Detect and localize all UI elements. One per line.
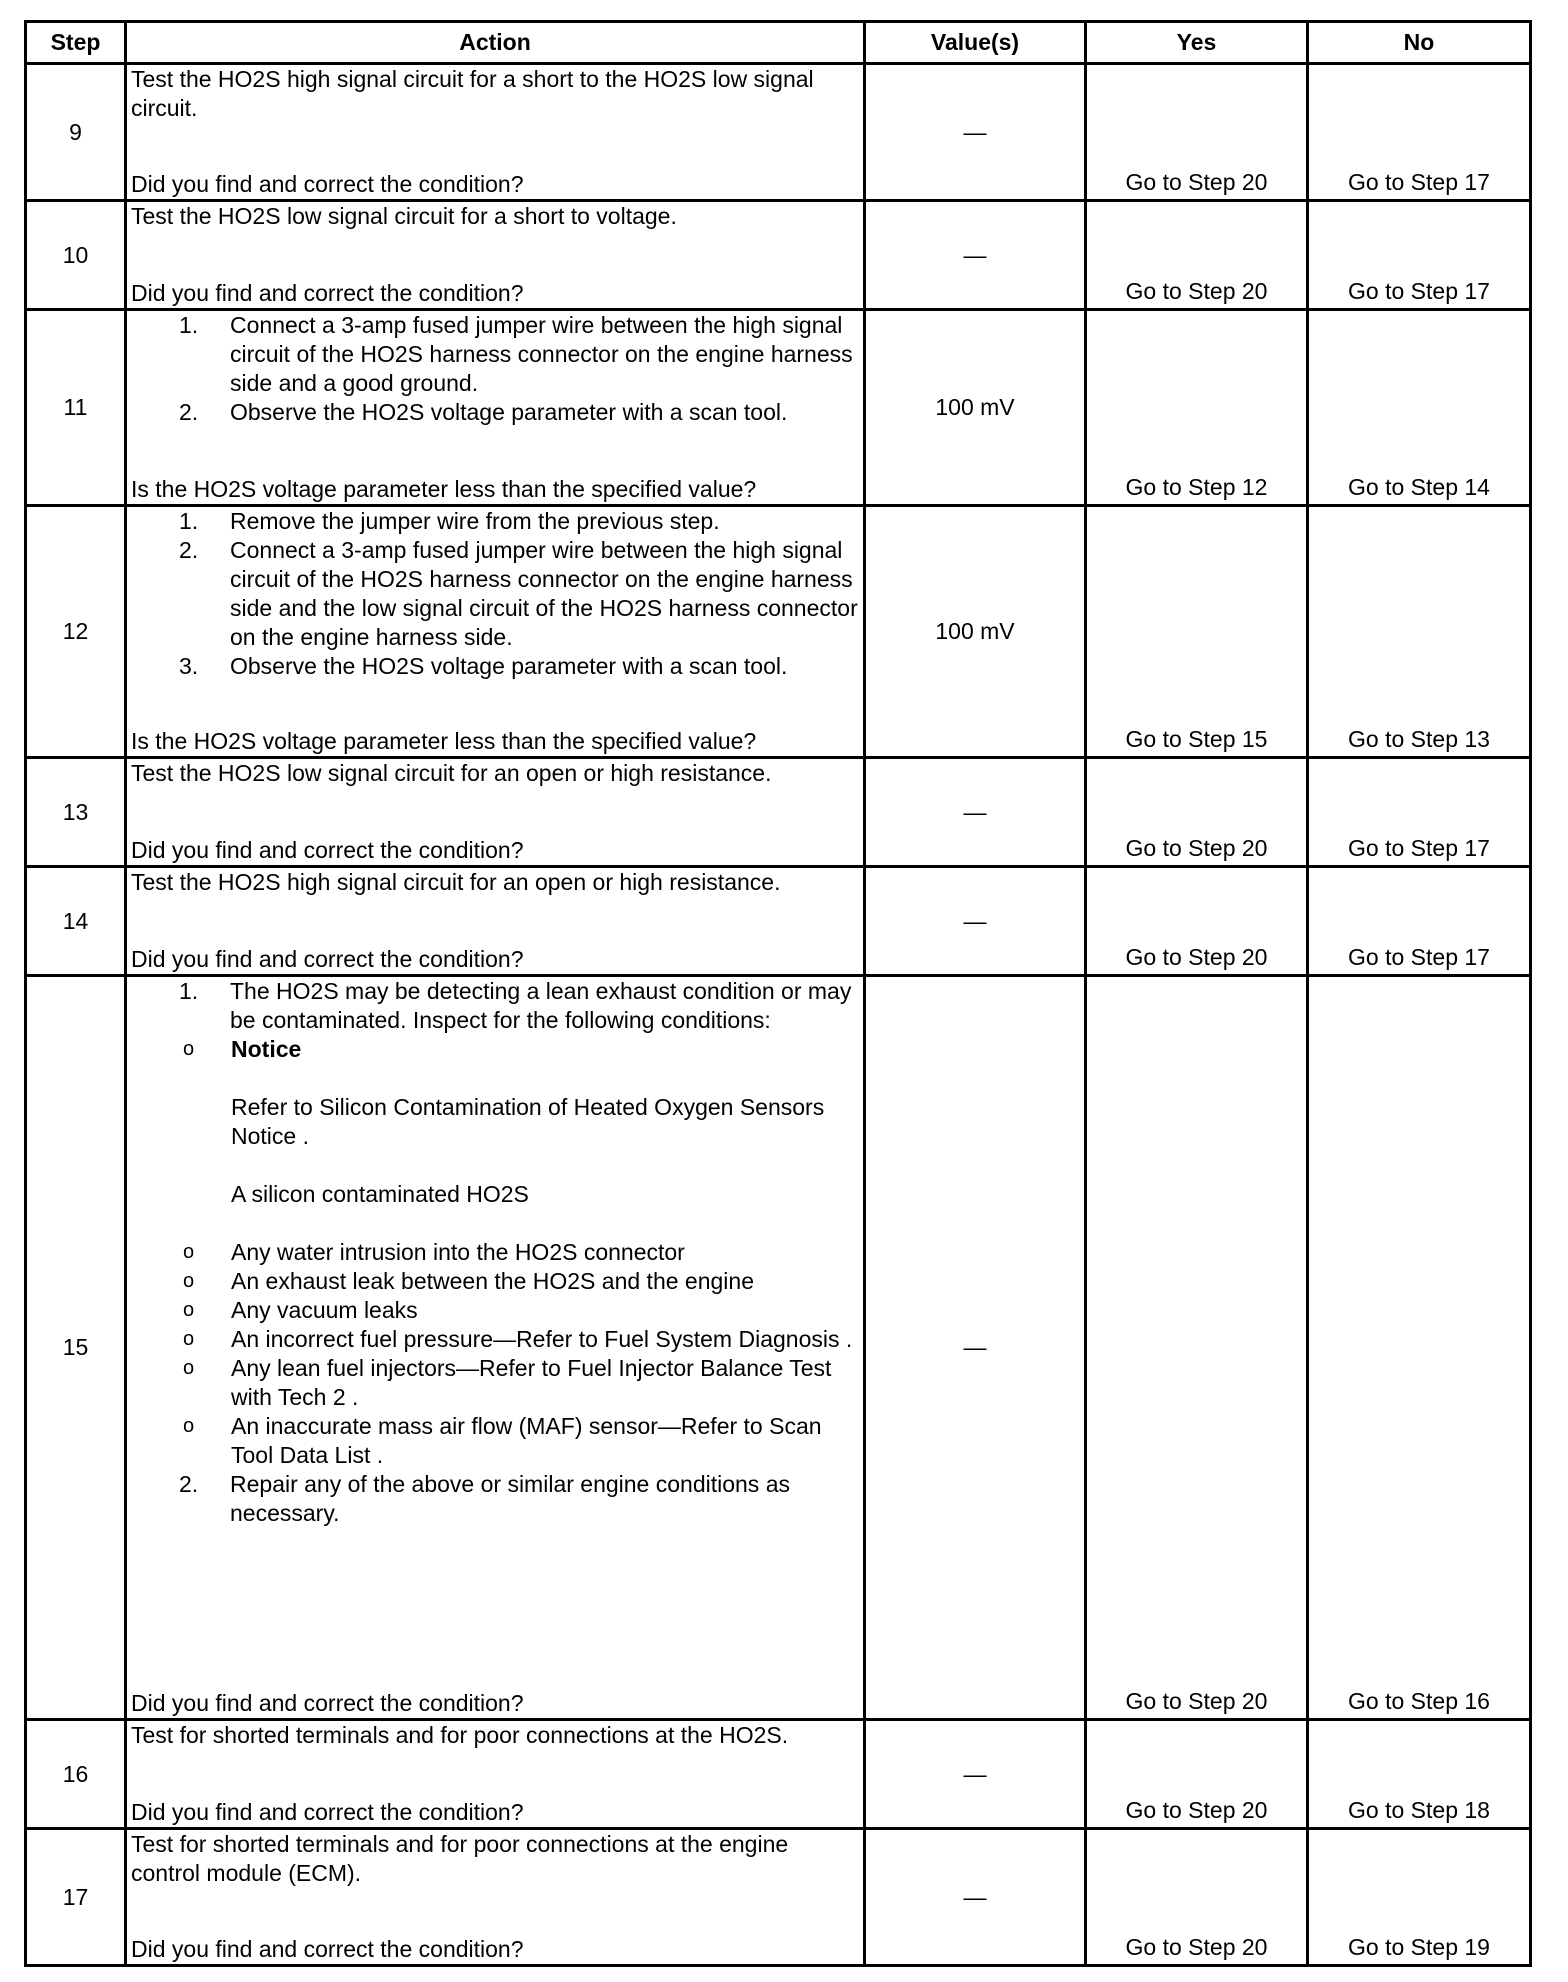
value-cell: 100 mV	[865, 506, 1086, 758]
notice-text: Refer to Silicon Contamination of Heated Oxygen Sensors Notice .	[231, 1094, 825, 1149]
question-text: Is the HO2S voltage parameter less than the specified value?	[131, 476, 757, 502]
item-number: 1.	[179, 312, 199, 338]
yes-cell: Go to Step 20	[1086, 1720, 1308, 1829]
step-number: 16	[26, 1720, 126, 1829]
yes-cell: Go to Step 20	[1086, 867, 1308, 976]
question-text: Did you find and correct the condition?	[131, 171, 524, 197]
item-number: 2.	[179, 399, 199, 425]
no-cell: Go to Step 17	[1308, 867, 1531, 976]
question-text: Is the HO2S voltage parameter less than the specified value?	[131, 728, 757, 754]
step-number: 11	[26, 310, 126, 506]
diagnostic-table	[24, 20, 1532, 1967]
action-text: Test the HO2S low signal circuit for an open or high resistance.	[131, 760, 772, 786]
action-text: Test for shorted terminals and for poor connections at the HO2S.	[131, 1722, 789, 1748]
no-cell: Go to Step 13	[1308, 506, 1531, 758]
item-text: Connect a 3-amp fused jumper wire between the high signal circuit of the HO2S harness connector on the engine harness side and the low signal circuit of the HO2S harness connector on the engine harness side.	[230, 537, 858, 650]
yes-cell: Go to Step 20	[1086, 758, 1308, 867]
numbered-list	[131, 311, 859, 427]
question-text: Did you find and correct the condition?	[131, 837, 524, 863]
bullet-icon: o	[183, 1415, 195, 1437]
step-number: 15	[26, 976, 126, 1720]
notice-title: Notice	[231, 1036, 302, 1062]
no-cell: Go to Step 17	[1308, 201, 1531, 310]
question-text: Did you find and correct the condition?	[131, 1799, 524, 1825]
header-no: No	[1308, 22, 1531, 64]
value-cell: —	[865, 1720, 1086, 1829]
step-number: 17	[26, 1829, 126, 1966]
condition-text: Any lean fuel injectors—Refer to Fuel Injector Balance Test with Tech 2 .	[231, 1355, 832, 1410]
header-step: Step	[26, 22, 126, 64]
item-number: 1.	[179, 508, 199, 534]
condition-text: Any water intrusion into the HO2S connector	[231, 1239, 685, 1265]
condition-item	[131, 1354, 859, 1412]
question-text: Did you find and correct the condition?	[131, 946, 524, 972]
item-text: Observe the HO2S voltage parameter with a scan tool.	[230, 653, 788, 679]
yes-cell: Go to Step 20	[1086, 1829, 1308, 1966]
table-row	[26, 201, 1531, 310]
yes-cell: Go to Step 12	[1086, 310, 1308, 506]
yes-cell: Go to Step 20	[1086, 201, 1308, 310]
bullet-icon: o	[183, 1357, 195, 1379]
step-number: 14	[26, 867, 126, 976]
yes-cell: Go to Step 20	[1086, 64, 1308, 201]
step-number: 13	[26, 758, 126, 867]
question-text: Did you find and correct the condition?	[131, 1936, 524, 1962]
table-row	[26, 1829, 1531, 1966]
list-item	[131, 507, 859, 536]
bullet-icon: o	[183, 1241, 195, 1263]
item-number: 1.	[179, 978, 199, 1004]
header-yes: Yes	[1086, 22, 1308, 64]
action-cell	[126, 310, 865, 506]
value-cell: —	[865, 1829, 1086, 1966]
question-text: Did you find and correct the condition?	[131, 1690, 524, 1716]
condition-text: An inaccurate mass air flow (MAF) sensor—Refer to Scan Tool Data List .	[231, 1413, 822, 1468]
step-number: 9	[26, 64, 126, 201]
value-cell: 100 mV	[865, 310, 1086, 506]
action-text: Test for shorted terminals and for poor connections at the engine control module (ECM).	[131, 1831, 789, 1886]
table-row	[26, 310, 1531, 506]
list-item	[131, 536, 859, 652]
item-number: 3.	[179, 653, 199, 679]
item-text: Remove the jumper wire from the previous step.	[230, 508, 720, 534]
bullet-icon: o	[183, 1328, 195, 1350]
numbered-list	[131, 977, 859, 1528]
question-text: Did you find and correct the condition?	[131, 280, 524, 306]
no-cell: Go to Step 18	[1308, 1720, 1531, 1829]
action-cell	[126, 758, 865, 867]
condition-text: An incorrect fuel pressure—Refer to Fuel System Diagnosis .	[231, 1326, 853, 1352]
value-cell: —	[865, 64, 1086, 201]
header-values: Value(s)	[865, 22, 1086, 64]
header-action: Action	[126, 22, 865, 64]
bullet-icon: o	[183, 1038, 195, 1060]
yes-cell: Go to Step 20	[1086, 976, 1308, 1720]
bullet-icon: o	[183, 1299, 195, 1321]
condition-item	[131, 1412, 859, 1470]
no-cell: Go to Step 17	[1308, 758, 1531, 867]
value-cell: —	[865, 201, 1086, 310]
list-item	[131, 652, 859, 681]
condition-item	[131, 1267, 859, 1296]
table-row	[26, 758, 1531, 867]
list-item	[131, 398, 859, 427]
no-cell: Go to Step 14	[1308, 310, 1531, 506]
value-cell: —	[865, 976, 1086, 1720]
action-text: Test the HO2S high signal circuit for a short to the HO2S low signal circuit.	[131, 66, 814, 121]
item-text: The HO2S may be detecting a lean exhaust condition or may be contaminated. Inspect for the following conditions:	[230, 978, 852, 1033]
value-cell: —	[865, 758, 1086, 867]
condition-item	[131, 1325, 859, 1354]
header-row	[26, 22, 1531, 64]
no-cell: Go to Step 16	[1308, 976, 1531, 1720]
action-cell	[126, 867, 865, 976]
condition-text: Any vacuum leaks	[231, 1297, 418, 1323]
action-text: Test the HO2S low signal circuit for a short to voltage.	[131, 203, 677, 229]
item-number: 2.	[179, 1471, 199, 1497]
list-item	[131, 1470, 859, 1528]
action-cell	[126, 201, 865, 310]
action-cell	[126, 1720, 865, 1829]
no-cell: Go to Step 17	[1308, 64, 1531, 201]
no-cell: Go to Step 19	[1308, 1829, 1531, 1966]
step-number: 12	[26, 506, 126, 758]
item-text: Connect a 3-amp fused jumper wire between the high signal circuit of the HO2S harness connector on the engine harness side and a good ground.	[230, 312, 853, 396]
condition-list	[131, 1035, 859, 1470]
action-text: Test the HO2S high signal circuit for an open or high resistance.	[131, 869, 781, 895]
table-row	[26, 506, 1531, 758]
action-cell	[126, 506, 865, 758]
list-item	[131, 311, 859, 398]
table-row	[26, 976, 1531, 1720]
condition-item	[131, 1238, 859, 1267]
bullet-icon: o	[183, 1270, 195, 1292]
condition-item	[131, 1296, 859, 1325]
item-text: Observe the HO2S voltage parameter with a scan tool.	[230, 399, 788, 425]
table-row	[26, 64, 1531, 201]
value-cell: —	[865, 867, 1086, 976]
condition-text: An exhaust leak between the HO2S and the engine	[231, 1268, 754, 1294]
notice-item	[131, 1035, 859, 1238]
list-item	[131, 977, 859, 1470]
item-number: 2.	[179, 537, 199, 563]
action-cell	[126, 976, 865, 1720]
action-cell	[126, 1829, 865, 1966]
action-cell	[126, 64, 865, 201]
yes-cell: Go to Step 15	[1086, 506, 1308, 758]
table-row	[26, 1720, 1531, 1829]
item-text: Repair any of the above or similar engine conditions as necessary.	[230, 1471, 790, 1526]
table-row	[26, 867, 1531, 976]
step-number: 10	[26, 201, 126, 310]
notice-subtext: A silicon contaminated HO2S	[231, 1181, 529, 1207]
numbered-list	[131, 507, 859, 681]
